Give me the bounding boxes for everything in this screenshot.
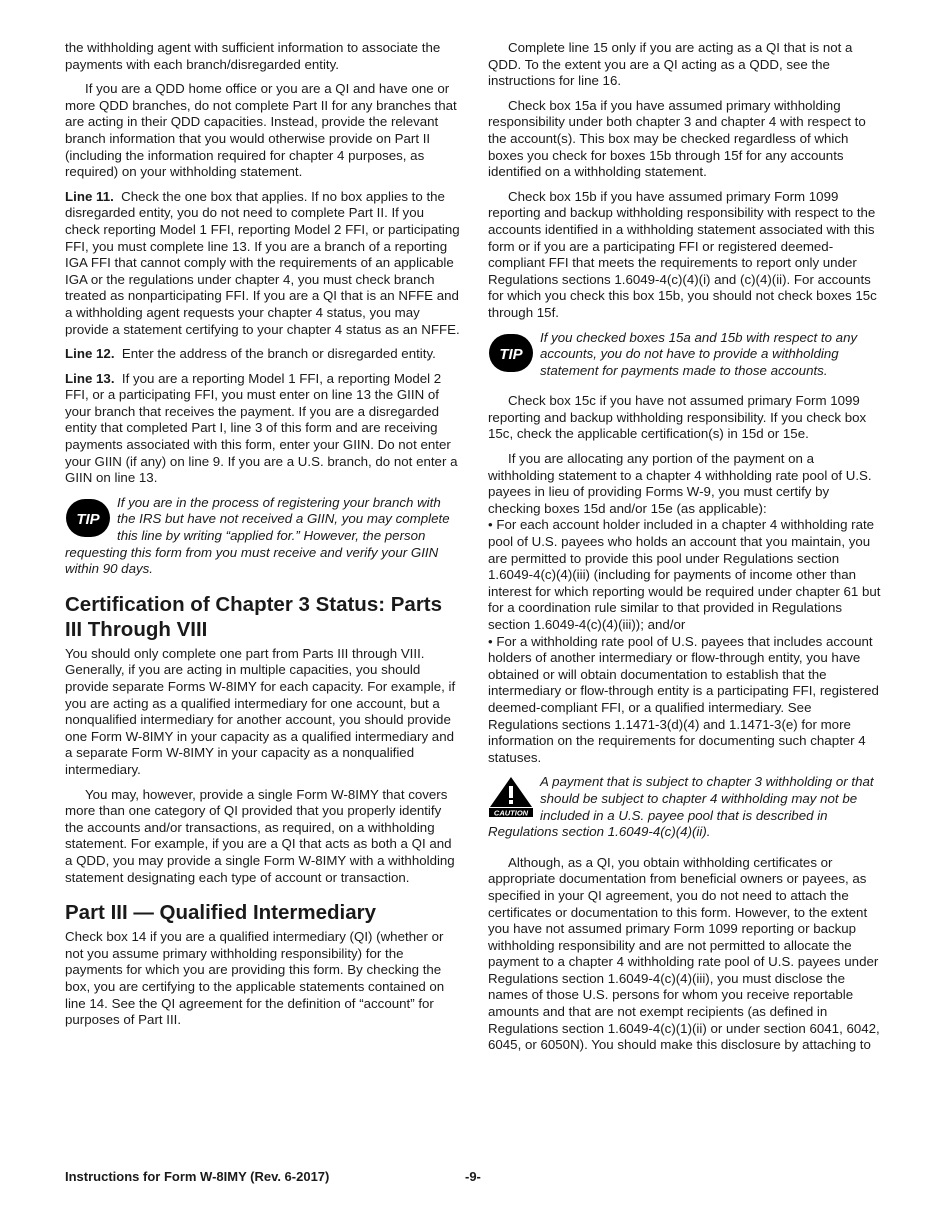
heading-part-3: Part III — Qualified Intermediary	[65, 901, 377, 925]
caution-icon-label: CAUTION	[493, 808, 529, 818]
caution-note	[488, 774, 884, 840]
line-12-text: Enter the address of the branch or disregarded entity.	[121, 346, 436, 362]
paragraph-top: the withholding agent with sufficient information to associate the payments with each branch/disregarded entity.	[65, 40, 441, 72]
bullet-item: • For a withholding rate pool of U.S. payees that includes account holders of another intermediary or flow-through entity, you have obtained or will obtain documentation to establish that the intermediary or flow-through entity is a participating FFI, registered deemed-compliant FFI, or a qualified intermediary. See Regulations sections 1.1471-3(d)(4) and 1.1471-3(e) for more information on the requirements for documenting such chapter 4 statuses.	[488, 633, 879, 765]
paragraph-allocating: If you are allocating any portion of the payment on a withholding statement to a chapter 4 withholding rate pool of U.S. payees in lieu of providing Forms W-9, you must certify by checking boxes 15d and/or 15e (as applicable):	[488, 451, 872, 516]
paragraph-line-13	[65, 371, 461, 487]
line-11-label: Line 11.	[65, 188, 114, 204]
paragraph-15a: Check box 15a if you have assumed primary withholding responsibility under both chapter 3 and chapter 4 with respect to the account(s). This box may be checked regardless of which boxes you check for boxes 15b through 15f for any accounts identified on a withholding statement.	[488, 97, 866, 180]
paragraph-line-11	[65, 189, 461, 338]
paragraph-part-3: Check box 14 if you are a qualified intermediary (QI) (whether or not you assume primary withholding responsibility) for the payments for which you are providing this form. By checking the box, you are certifying to the applicable statements contained on line 14. See the QI agreement for the definition of “account” for purposes of Part III.	[65, 929, 445, 1028]
paragraph-although: Although, as a QI, you obtain withholding certificates or appropriate documentation from beneficial owners or payees, as specified in your QI agreement, you do not need to attach the certificates or documentation to this form. However, to the extent you have not assumed primary Form 1099 reporting or backup withholding responsibility and are not permitted to allocate the payment to a chapter 4 withholding rate pool of U.S. payees under Regulations section 1.6049-4(c)(4)(iii), you must disclose the names of those U.S. persons for whom you receive reportable amounts and that are not exempt recipients (as defined in Regulations section 1.6049-4(c)(1)(ii) or under section 6041, 6042, 6045, or 6050N). You should make this disclosure by attaching to	[488, 854, 880, 1053]
line-13-text: If you are a reporting Model 1 FFI, a reporting Model 2 FFI, or a participating FFI, you must enter on line 13 the GIIN of your branch that receives the payment. If you are a disregarded entity that completed Part I, line 3 of this form and are receiving payments associated with this form, enter your GIIN. Do not enter your GIIN (if any) on line 9. If you are a U.S. branch, do not enter a GIIN on line 13.	[65, 370, 458, 486]
line-12-label: Line 12.	[65, 346, 115, 362]
tip-icon-label: TIP	[76, 510, 100, 528]
tip-icon	[65, 497, 111, 539]
tip-text: If you checked boxes 15a and 15b with respect to any accounts, you do not have to provide a withholding statement for payments made to those accounts.	[540, 329, 858, 378]
footer-page-number: -9-	[465, 1169, 481, 1184]
paragraph-cert-1: You should only complete one part from Parts III through VIII. Generally, if you are acting in multiple capacities, you should provide separate Forms W-8IMY for each capacity. For example, if you are acting as a qualified intermediary for one account, but a nonqualified intermediary for another account, you should provide one Form W-8IMY in your capacity as a qualified intermediary and a separate Form W-8IMY in your capacity as a nonqualified intermediary.	[65, 645, 456, 777]
footer-form-title: Instructions for Form W-8IMY (Rev. 6-2017)	[65, 1169, 330, 1184]
tip-note	[65, 495, 461, 578]
paragraph-line-15: Complete line 15 only if you are acting as a QI that is not a QDD. To the extent you are a QI acting as a QDD, see the instructions for line 16.	[488, 40, 853, 89]
left-column	[65, 40, 461, 1037]
paragraph-15c: Check box 15c if you have not assumed primary Form 1099 reporting and backup withholding responsibility. If you check box 15c, check the applicable certification(s) in 15d or 15e.	[488, 393, 867, 442]
paragraph-qdd: If you are a QDD home office or you are a QI and have one or more QDD branches, do not complete Part II for any branches that are acting in their QDD capacities. Instead, provide the relevant branch information that you would otherwise provide on Part II (including the information required for chapter 4 purposes, as required) on your withholding statement.	[65, 81, 457, 180]
tip-note	[488, 330, 884, 380]
heading-certification: Certification of Chapter 3 Status: Parts III Through VIII	[65, 592, 443, 641]
paragraph-cert-2: You may, however, provide a single Form W-8IMY that covers more than one category of QI provided that you properly identify the accounts and/or transactions, as required, on a withholding statement. For example, if you are a QI that acts as both a QI and a QDD, you may provide a single Form W-8IMY with a withholding statement designating each type of account or transaction.	[65, 786, 455, 885]
line-13-label: Line 13.	[65, 370, 115, 386]
tip-icon-label: TIP	[499, 345, 523, 363]
paragraph-15b: Check box 15b if you have assumed primary Form 1099 reporting and backup withholding responsibility with respect to the accounts identified in a withholding statement associated with this form or if you are a participating FFI or registered deemed-compliant FFI that meets the requirements to report only under Regulations sections 1.6049-4(c)(4)(i) and (c)(4)(ii). For accounts for which you check this box 15b, you should not check boxes 15c through 15f.	[488, 188, 877, 320]
right-column	[488, 40, 884, 1062]
paragraph-line-12	[65, 346, 461, 363]
bullet-item: • For each account holder included in a chapter 4 withholding rate pool of U.S. payees who holds an account that you maintain, you are permitted to provide this pool under Regulations section 1.6049-4(c)(4)(iii) (including for payments of income other than interest for which reporting would be required under chapter 61 but for a coordination rule similar to that provided in Regulations section 1.6049-4(c)(4)(iii)); and/or	[488, 517, 881, 632]
tip-icon	[488, 332, 534, 374]
line-11-text: Check the one box that applies. If no box applies to the disregarded entity, you do not need to complete Part II. If you check reporting Model 1 FFI, reporting Model 2 FFI, or participating FFI, you must complete line 13. If you are a branch of a reporting IGA FFI that cannot comply with the requirements of an applicable IGA or the regulations under chapter 4, you must check branch treated as nonparticipating FFI. If you are a QI that is an NFFE and a withholding agent requests your chapter 4 status, you may provide a statement certifying to your chapter 4 status as an NFFE.	[65, 188, 460, 337]
caution-text: A payment that is subject to chapter 3 withholding or that should be subject to chapter 4 withholding may not be included in a U.S. payee pool that is described in Regulations section 1.6049-4(c)(4)(ii).	[488, 774, 874, 840]
caution-icon	[488, 776, 534, 818]
tip-text: If you are in the process of registering your branch with the IRS but have not received a GIIN, you may complete this line by writing “applied for.” However, the person requesting this form from you must receive and verify your GIIN within 90 days.	[65, 494, 450, 577]
